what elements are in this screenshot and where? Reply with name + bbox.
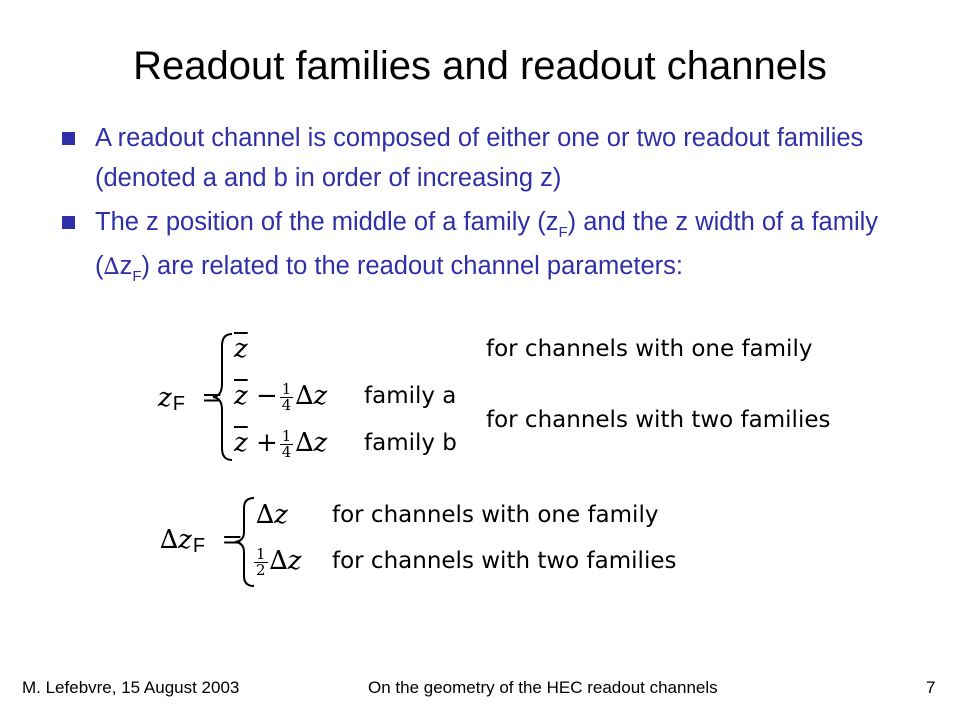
square-bullet-icon — [62, 216, 75, 229]
bullet-text: A readout channel is composed of either one or two readout families (denoted a and b in order of increasing z) — [95, 124, 864, 192]
eq2-case2: $\frac{1}{2}$ ∆z — [256, 544, 302, 579]
bullet-text-part: z — [119, 252, 133, 280]
delta-symbol: ∆ — [103, 254, 120, 280]
bullet-text-part: ) and the z width of a family ( — [95, 208, 879, 280]
page-number: 7 — [926, 678, 936, 697]
eq1-case3: $\overline{z}$ + $\frac{1}{4}$ ∆z — [234, 426, 328, 461]
bullet-text-part: The z position of the middle of a family (z — [95, 208, 559, 236]
fraction: $\frac{1}{4}$ — [281, 426, 292, 461]
bullet-list — [60, 118, 920, 294]
eq1-case2: $\overline{z}$ − $\frac{1}{4}$ ∆z — [234, 379, 328, 414]
label-family-b: family b — [364, 430, 457, 456]
eq2-lhs: ∆zF = — [160, 525, 244, 557]
footer-presentation-title: On the geometry of the HEC readout channels — [368, 678, 718, 697]
subscript: F — [132, 268, 142, 285]
fraction: $\frac{1}{4}$ — [281, 379, 292, 414]
condition-two-families: for channels with two families — [332, 548, 677, 574]
condition-two-families: for channels with two families — [486, 407, 831, 433]
left-brace-icon — [210, 332, 236, 462]
bullet-item — [60, 202, 920, 290]
slide-title: Readout families and readout channels — [133, 44, 827, 88]
footer-author-date: M. Lefebvre, 15 August 2003 — [22, 678, 240, 697]
eq2-case1: ∆z — [256, 500, 288, 530]
condition-one-family: for channels with one family — [486, 336, 813, 362]
square-bullet-icon — [62, 132, 75, 145]
eq1-lhs: zF = — [158, 383, 223, 415]
fraction: $\frac{1}{2}$ — [256, 544, 266, 579]
bullet-text-part: ) are related to the readout channel parameters: — [141, 252, 683, 280]
subscript: F — [558, 224, 568, 241]
condition-one-family: for channels with one family — [332, 502, 659, 528]
label-family-a: family a — [364, 383, 457, 409]
eq1-case1: $\overline{z}$ — [234, 334, 248, 364]
bullet-item — [60, 118, 920, 198]
